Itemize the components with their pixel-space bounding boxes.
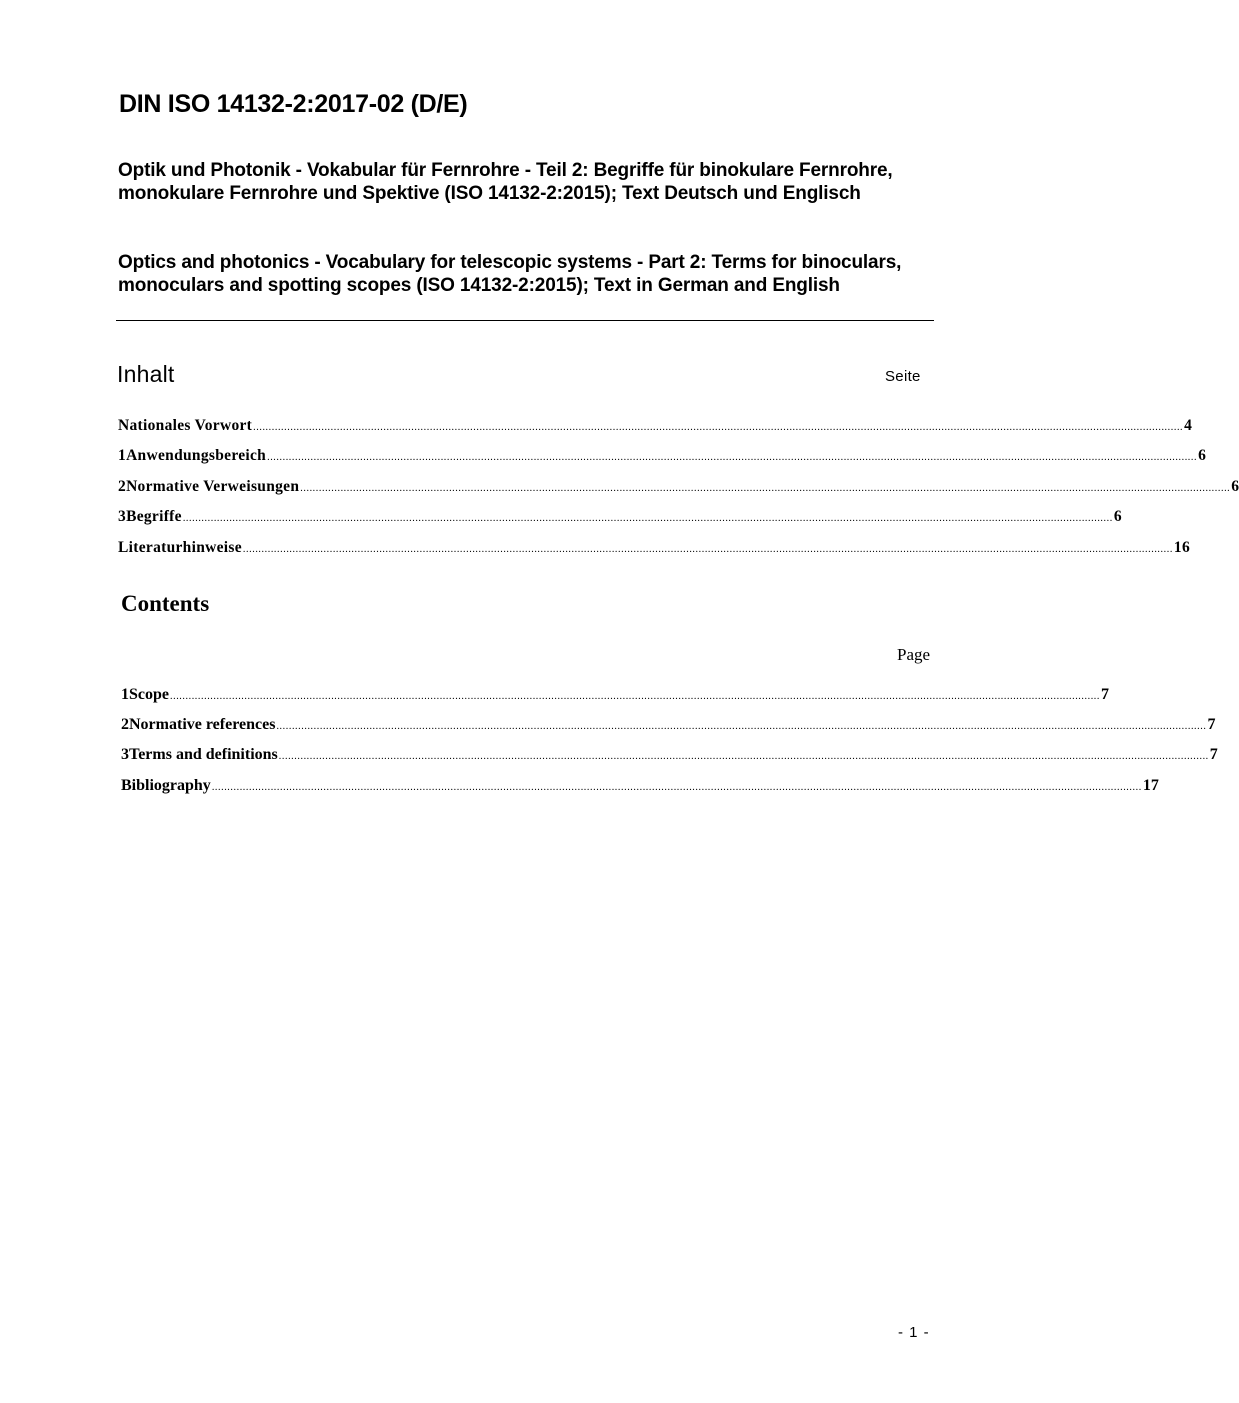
toc-entry-page: 16	[1173, 539, 1191, 556]
inhalt-page-label: Seite	[885, 368, 921, 385]
toc-entry-number: 3	[118, 508, 127, 525]
leader-dots: ............................................................................................................................................................................................................................................................................................................	[267, 452, 1198, 463]
toc-entry-number: 1	[121, 686, 129, 703]
leader-dots: ............................................................................................................................................................................................................................................................................................................	[242, 544, 1173, 555]
toc-de-entry-literatur[interactable]	[118, 539, 1191, 559]
toc-entry-label: Normative references	[129, 716, 276, 733]
leader-dots: ............................................................................................................................................................................................................................................................................................................	[170, 691, 1100, 702]
toc-entry-page: 17	[1142, 777, 1159, 794]
toc-entry-number: 2	[118, 478, 127, 495]
toc-entry-page: 6	[1113, 508, 1122, 525]
toc-entry-page: 6	[1231, 478, 1239, 495]
toc-entry-label: Nationales Vorwort	[118, 417, 253, 434]
leader-dots: ............................................................................................................................................................................................................................................................................................................	[276, 721, 1207, 732]
subtitle-german: Optik und Photonik - Vokabular für Fernrohre - Teil 2: Begriffe für binokulare Fernrohre, monokulare Fernrohre und Spektive (ISO 14132-2:2015); Text Deutsch und Englisch	[118, 160, 893, 204]
toc-entry-number: 2	[121, 716, 129, 733]
toc-entry-page: 6	[1198, 447, 1207, 464]
toc-de-entry-2[interactable]	[118, 478, 1239, 498]
leader-dots: ............................................................................................................................................................................................................................................................................................................	[300, 483, 1231, 494]
toc-entry-label: Begriffe	[126, 508, 182, 525]
toc-entry-label: Literaturhinweise	[118, 539, 242, 556]
document-title: DIN ISO 14132-2:2017-02 (D/E)	[119, 90, 468, 118]
toc-entry-label: Bibliography	[121, 777, 211, 794]
leader-dots: ............................................................................................................................................................................................................................................................................................................	[278, 751, 1209, 762]
subtitle-english: Optics and photonics - Vocabulary for telescopic systems - Part 2: Terms for binoculars, monoculars and spotting scopes (ISO 14132-2:2015); Text in German and English	[118, 252, 902, 296]
toc-de-entry-1[interactable]	[118, 447, 1207, 467]
toc-entry-label: Terms and definitions	[129, 746, 278, 763]
page-number: - 1 -	[898, 1324, 930, 1341]
toc-entry-page: 4	[1184, 417, 1193, 434]
leader-dots: ............................................................................................................................................................................................................................................................................................................	[211, 782, 1142, 793]
leader-dots: ............................................................................................................................................................................................................................................................................................................	[182, 513, 1113, 524]
toc-de-entry-3[interactable]	[118, 508, 1122, 528]
toc-entry-label: Scope	[129, 686, 169, 703]
toc-entry-page: 7	[1101, 686, 1109, 703]
title-divider	[116, 320, 934, 321]
toc-entry-page: 7	[1207, 716, 1216, 733]
toc-en-entry-2[interactable]	[121, 716, 1216, 736]
contents-page-label: Page	[897, 645, 931, 664]
toc-de-entry-vorwort[interactable]	[118, 417, 1193, 437]
toc-en-entry-1[interactable]	[121, 686, 1109, 706]
toc-entry-page: 7	[1209, 746, 1218, 763]
toc-entry-number: 1	[118, 447, 127, 464]
toc-en-entry-bibliography[interactable]	[121, 777, 1159, 797]
toc-entry-label: Anwendungsbereich	[126, 447, 267, 464]
toc-entry-number: 3	[121, 746, 129, 763]
inhalt-heading: Inhalt	[117, 361, 175, 387]
toc-entry-label: Normative Verweisungen	[126, 478, 300, 495]
toc-en-entry-3[interactable]	[121, 746, 1218, 766]
leader-dots: ............................................................................................................................................................................................................................................................................................................	[253, 422, 1184, 433]
contents-heading: Contents	[121, 591, 210, 616]
